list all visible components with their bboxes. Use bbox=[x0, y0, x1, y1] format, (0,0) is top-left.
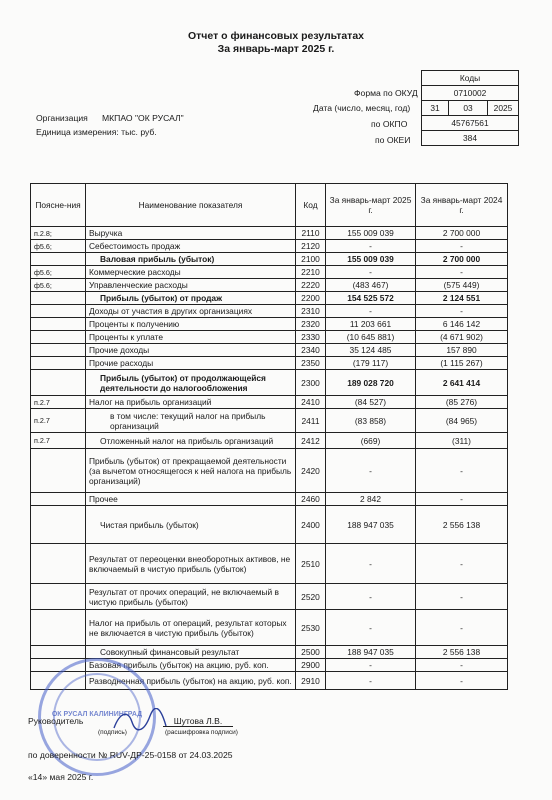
table-row bbox=[31, 240, 508, 253]
stamp-text: ОК РУСАЛ КАЛИНИНГРАД bbox=[51, 711, 143, 718]
row-previous-value: - bbox=[416, 584, 508, 610]
row-code: 2200 bbox=[296, 292, 326, 305]
row-previous-value: - bbox=[416, 493, 508, 506]
row-previous-value: - bbox=[416, 449, 508, 493]
header-code: Код bbox=[296, 184, 326, 227]
row-previous-value: 2 556 138 bbox=[416, 506, 508, 544]
row-name: Прибыль (убыток) от прекращаемой деятельности (за вычетом относящегося к ней налога на прибыль организаций) bbox=[86, 449, 296, 493]
row-note bbox=[31, 506, 86, 544]
row-code: 2400 bbox=[296, 506, 326, 544]
row-current-value: 11 203 661 bbox=[326, 318, 416, 331]
row-current-value: (10 645 881) bbox=[326, 331, 416, 344]
table-row bbox=[31, 253, 508, 266]
row-note bbox=[31, 646, 86, 659]
power-of-attorney: по доверенности № RUV-ДР-25-0158 от 24.03.2025 bbox=[28, 750, 233, 760]
row-previous-value: - bbox=[416, 610, 508, 646]
table-row bbox=[31, 409, 508, 433]
row-current-value: - bbox=[326, 240, 416, 253]
row-name: Чистая прибыль (убыток) bbox=[86, 506, 296, 544]
row-code: 2900 bbox=[296, 659, 326, 672]
row-name: Результат от переоценки внеоборотных активов, не включаемый в чистую прибыль (убыток) bbox=[86, 544, 296, 584]
table-row bbox=[31, 305, 508, 318]
table-row bbox=[31, 292, 508, 305]
date-day: 31 bbox=[422, 101, 449, 116]
table-row bbox=[31, 646, 508, 659]
row-note bbox=[31, 253, 86, 266]
row-current-value: 154 525 572 bbox=[326, 292, 416, 305]
table-row bbox=[31, 544, 508, 584]
head-name: Шутова Л.В. bbox=[163, 716, 233, 727]
table-row bbox=[31, 584, 508, 610]
date-year: 2025 bbox=[488, 101, 519, 116]
row-code: 2120 bbox=[296, 240, 326, 253]
row-code: 2520 bbox=[296, 584, 326, 610]
okud-value: 0710002 bbox=[422, 86, 519, 101]
row-code: 2350 bbox=[296, 357, 326, 370]
table-row bbox=[31, 370, 508, 396]
table-row bbox=[31, 331, 508, 344]
report-date: «14» мая 2025 г. bbox=[28, 772, 94, 782]
row-note: п.2.7 bbox=[31, 396, 86, 409]
table-row bbox=[31, 449, 508, 493]
org-name: МКПАО "ОК РУСАЛ" bbox=[102, 113, 184, 123]
financial-results-table bbox=[30, 183, 508, 690]
row-code: 2110 bbox=[296, 227, 326, 240]
report-period: За январь-март 2025 г. bbox=[217, 43, 335, 55]
row-previous-value: (1 115 267) bbox=[416, 357, 508, 370]
row-current-value: - bbox=[326, 266, 416, 279]
row-name: Проценты к получению bbox=[86, 318, 296, 331]
row-name: Прочие доходы bbox=[86, 344, 296, 357]
okud-label: Форма по ОКУД bbox=[354, 88, 418, 98]
row-note bbox=[31, 344, 86, 357]
row-note bbox=[31, 292, 86, 305]
row-previous-value: 157 890 bbox=[416, 344, 508, 357]
row-previous-value: - bbox=[416, 672, 508, 690]
row-current-value: (84 527) bbox=[326, 396, 416, 409]
table-body bbox=[31, 227, 508, 690]
row-code: 2510 bbox=[296, 544, 326, 584]
row-note: п.2.7 bbox=[31, 433, 86, 449]
row-note: п.2.8; bbox=[31, 227, 86, 240]
row-previous-value: 2 700 000 bbox=[416, 253, 508, 266]
row-name: Совокупный финансовый результат bbox=[86, 646, 296, 659]
row-previous-value: 6 146 142 bbox=[416, 318, 508, 331]
row-note bbox=[31, 305, 86, 318]
row-code: 2340 bbox=[296, 344, 326, 357]
unit-label: Единица измерения: тыс. руб. bbox=[36, 127, 157, 137]
row-current-value: 189 028 720 bbox=[326, 370, 416, 396]
row-current-value: 188 947 035 bbox=[326, 646, 416, 659]
row-previous-value: - bbox=[416, 266, 508, 279]
row-current-value: (83 858) bbox=[326, 409, 416, 433]
header-name: Наименование показателя bbox=[86, 184, 296, 227]
table-row bbox=[31, 279, 508, 292]
row-note bbox=[31, 318, 86, 331]
row-current-value: - bbox=[326, 449, 416, 493]
row-name: Управленческие расходы bbox=[86, 279, 296, 292]
row-current-value: (179 117) bbox=[326, 357, 416, 370]
row-current-value: 35 124 485 bbox=[326, 344, 416, 357]
report-title: Отчет о финансовых результатах bbox=[187, 30, 364, 42]
header-current: За январь-март 2025 г. bbox=[326, 184, 416, 227]
row-previous-value: - bbox=[416, 659, 508, 672]
row-code: 2210 bbox=[296, 266, 326, 279]
row-name: Отложенный налог на прибыль организаций bbox=[86, 433, 296, 449]
row-current-value: (669) bbox=[326, 433, 416, 449]
row-current-value: 2 842 bbox=[326, 493, 416, 506]
row-note bbox=[31, 544, 86, 584]
row-name: Результат от прочих операций, не включаемый в чистую прибыль (убыток) bbox=[86, 584, 296, 610]
row-code: 2412 bbox=[296, 433, 326, 449]
row-code: 2410 bbox=[296, 396, 326, 409]
row-name: Проценты к уплате bbox=[86, 331, 296, 344]
row-current-value: 155 009 039 bbox=[326, 253, 416, 266]
row-name: Доходы от участия в других организациях bbox=[86, 305, 296, 318]
header-note: Поясне-ния bbox=[31, 184, 86, 227]
row-previous-value: - bbox=[416, 240, 508, 253]
row-previous-value: 2 556 138 bbox=[416, 646, 508, 659]
header-previous: За январь-март 2024 г. bbox=[416, 184, 508, 227]
head-label: Руководитель bbox=[28, 716, 84, 726]
row-code: 2910 bbox=[296, 672, 326, 690]
row-previous-value: (84 965) bbox=[416, 409, 508, 433]
row-name: Валовая прибыль (убыток) bbox=[86, 253, 296, 266]
row-note bbox=[31, 449, 86, 493]
row-name: в том числе: текущий налог на прибыль организаций bbox=[86, 409, 296, 433]
row-current-value: - bbox=[326, 610, 416, 646]
table-row bbox=[31, 344, 508, 357]
row-previous-value: - bbox=[416, 544, 508, 584]
row-name: Себестоимость продаж bbox=[86, 240, 296, 253]
row-note bbox=[31, 357, 86, 370]
row-note bbox=[31, 610, 86, 646]
row-name: Налог на прибыль организаций bbox=[86, 396, 296, 409]
row-name: Прочие расходы bbox=[86, 357, 296, 370]
table-row bbox=[31, 396, 508, 409]
row-previous-value: 2 641 414 bbox=[416, 370, 508, 396]
row-previous-value: (311) bbox=[416, 433, 508, 449]
row-current-value: (483 467) bbox=[326, 279, 416, 292]
row-previous-value: (4 671 902) bbox=[416, 331, 508, 344]
okei-value: 384 bbox=[422, 131, 519, 146]
okpo-value: 45767561 bbox=[422, 116, 519, 131]
row-note bbox=[31, 331, 86, 344]
row-name: Коммерческие расходы bbox=[86, 266, 296, 279]
row-note: п.2.7 bbox=[31, 409, 86, 433]
codes-table bbox=[421, 70, 519, 146]
row-current-value: 155 009 039 bbox=[326, 227, 416, 240]
row-previous-value: (85 276) bbox=[416, 396, 508, 409]
row-name: Прибыль (убыток) от продаж bbox=[86, 292, 296, 305]
table-row bbox=[31, 610, 508, 646]
row-previous-value: 2 700 000 bbox=[416, 227, 508, 240]
table-row bbox=[31, 357, 508, 370]
row-note: ф5.6; bbox=[31, 279, 86, 292]
signature-caption: (подпись) bbox=[98, 729, 127, 736]
table-row bbox=[31, 506, 508, 544]
row-code: 2320 bbox=[296, 318, 326, 331]
row-current-value: - bbox=[326, 584, 416, 610]
table-row bbox=[31, 493, 508, 506]
row-note bbox=[31, 370, 86, 396]
row-code: 2411 bbox=[296, 409, 326, 433]
row-code: 2310 bbox=[296, 305, 326, 318]
row-code: 2300 bbox=[296, 370, 326, 396]
row-name: Разводненная прибыль (убыток) на акцию, руб. коп. bbox=[86, 672, 296, 690]
row-code: 2420 bbox=[296, 449, 326, 493]
row-code: 2530 bbox=[296, 610, 326, 646]
row-current-value: - bbox=[326, 544, 416, 584]
row-previous-value: (575 449) bbox=[416, 279, 508, 292]
table-row bbox=[31, 227, 508, 240]
name-caption: (расшифровка подписи) bbox=[165, 729, 238, 736]
okei-label: по ОКЕИ bbox=[375, 135, 411, 145]
row-note: ф5.6; bbox=[31, 266, 86, 279]
codes-heading: Коды bbox=[422, 71, 519, 86]
row-code: 2460 bbox=[296, 493, 326, 506]
row-name: Налог на прибыль от операций, результат которых не включается в чистую прибыль (убыток) bbox=[86, 610, 296, 646]
row-name: Базовая прибыль (убыток) на акцию, руб. коп. bbox=[86, 659, 296, 672]
table-row bbox=[31, 318, 508, 331]
date-month: 03 bbox=[449, 101, 488, 116]
row-code: 2330 bbox=[296, 331, 326, 344]
row-note bbox=[31, 493, 86, 506]
org-label: Организация bbox=[36, 113, 88, 123]
row-current-value: - bbox=[326, 672, 416, 690]
row-name: Прибыль (убыток) от продолжающейся деятельности до налогообложения bbox=[86, 370, 296, 396]
row-current-value: - bbox=[326, 305, 416, 318]
okpo-label: по ОКПО bbox=[371, 119, 408, 129]
row-note: ф5.6; bbox=[31, 240, 86, 253]
date-label: Дата (число, месяц, год) bbox=[313, 103, 411, 113]
table-row bbox=[31, 433, 508, 449]
row-current-value: 188 947 035 bbox=[326, 506, 416, 544]
table-row bbox=[31, 266, 508, 279]
row-name: Прочее bbox=[86, 493, 296, 506]
row-current-value: - bbox=[326, 659, 416, 672]
row-note bbox=[31, 584, 86, 610]
row-code: 2500 bbox=[296, 646, 326, 659]
row-name: Выручка bbox=[86, 227, 296, 240]
row-previous-value: - bbox=[416, 305, 508, 318]
row-code: 2220 bbox=[296, 279, 326, 292]
row-previous-value: 2 124 551 bbox=[416, 292, 508, 305]
row-code: 2100 bbox=[296, 253, 326, 266]
